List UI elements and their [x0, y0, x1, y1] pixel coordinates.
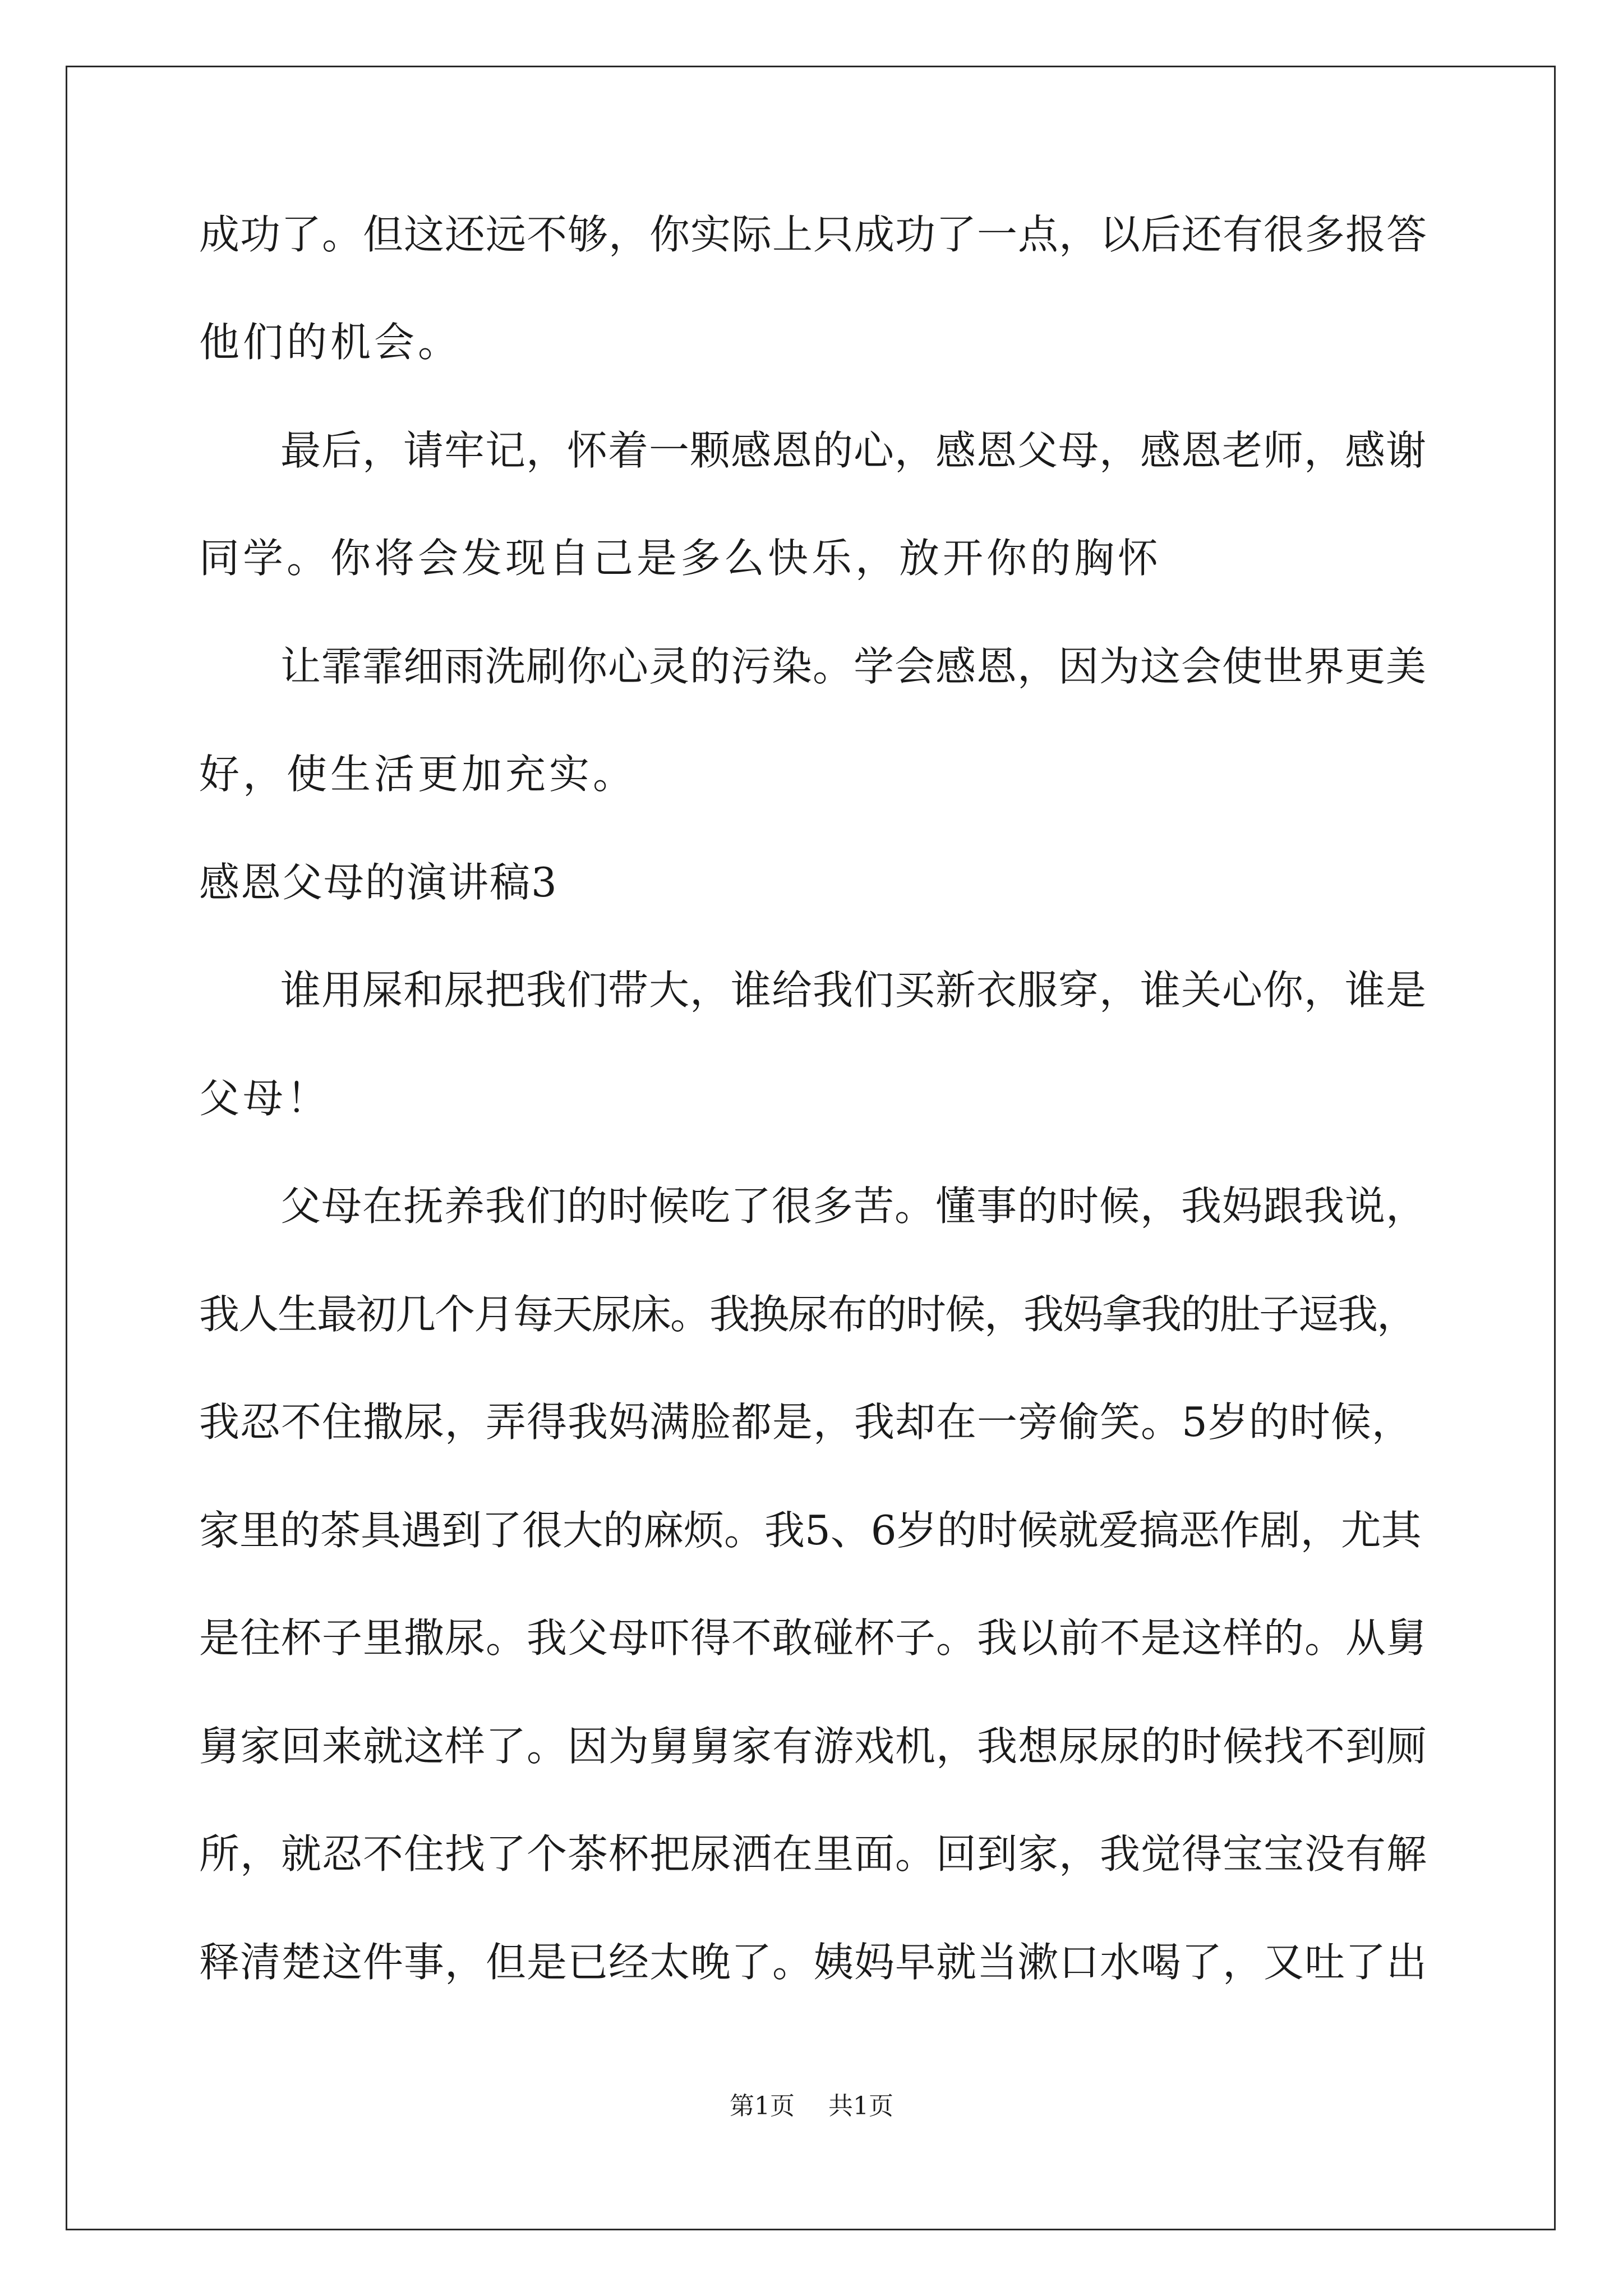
page-number: 第1页 — [730, 2092, 795, 2120]
text-line: 所，就忍不住找了个茶杯把尿洒在里面。回到家，我觉得宝宝没有解 — [199, 1830, 1428, 1878]
text-line: 舅家回来就这样了。因为舅舅家有游戏机，我想尿尿的时候找不到厕 — [199, 1723, 1428, 1770]
text-line: 他们的机会。 — [199, 319, 462, 366]
text-line: 让霏霏细雨洗刷你心灵的污染。学会感恩，因为这会使世界更美 — [280, 643, 1427, 690]
text-line: 我忍不住撒尿，弄得我妈满脸都是，我却在一旁偷笑。5岁的时候， — [199, 1398, 1413, 1446]
text-line: 我人生最初几个月每天尿床。我换尿布的时候，我妈拿我的肚子逗我， — [199, 1291, 1417, 1338]
text-line: 父母！ — [199, 1075, 331, 1122]
text-line: 最后，请牢记，怀着一颗感恩的心，感恩父母，感恩老师，感谢 — [280, 427, 1427, 474]
text-line: 释清楚这件事，但是已经太晚了。姨妈早就当漱口水喝了，又吐了出 — [199, 1939, 1428, 1986]
section-heading: 感恩父母的演讲稿3 — [199, 859, 558, 906]
page-footer — [0, 2090, 1623, 2123]
text-line: 成功了。但这还远不够，你实际上只成功了一点，以后还有很多报答 — [199, 211, 1428, 258]
text-line: 父母在抚养我们的时候吃了很多苦。懂事的时候，我妈跟我说， — [280, 1182, 1427, 1230]
page-border — [66, 66, 1556, 2230]
page-total: 共1页 — [828, 2092, 893, 2120]
text-line: 谁用屎和尿把我们带大，谁给我们买新衣服穿，谁关心你，谁是 — [280, 967, 1427, 1014]
text-line: 家里的茶具遇到了很大的麻烦。我5、6岁的时候就爱搞恶作剧，尤其 — [199, 1507, 1422, 1554]
text-line: 是往杯子里撒尿。我父母吓得不敢碰杯子。我以前不是这样的。从舅 — [199, 1614, 1428, 1662]
text-line: 同学。你将会发现自己是多么快乐，放开你的胸怀 — [199, 535, 1162, 582]
text-line: 好，使生活更加充实。 — [199, 751, 637, 798]
